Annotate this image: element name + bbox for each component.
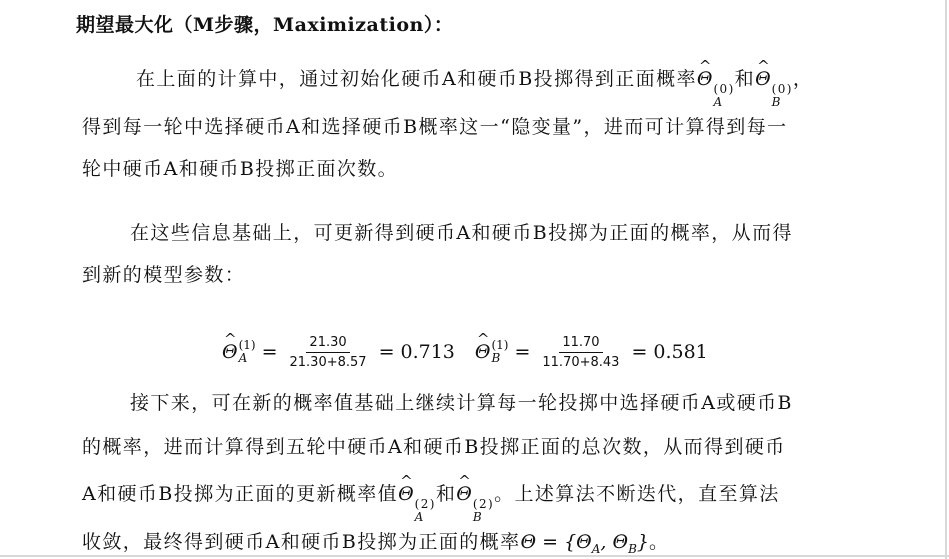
theta-set-sub-a: A — [591, 542, 601, 556]
theta-hat-a: ^ Θ — [697, 70, 713, 89]
paragraph-3-text: A和硬币B投掷为正面的更新概率值 — [82, 483, 399, 505]
fraction-a — [290, 335, 367, 370]
paragraph-3-line-2: 的概率，进而计算得到五轮中硬币A和硬币B投掷正面的总次数，从而得到硬币 — [82, 436, 786, 458]
theta-hat-b: ^ Θ — [755, 70, 771, 89]
paragraph-2-line-2: 到新的模型参数： — [82, 264, 246, 286]
bottom-border-line — [0, 555, 949, 557]
paragraph-3-text-4: 收敛，最终得到硬币A和硬币B投掷为正面的概率 — [82, 531, 521, 553]
theta-a-scripts — [713, 83, 734, 108]
equals-sign: = — [514, 341, 531, 363]
formula-b-subscript: B — [491, 351, 501, 365]
formula-a-subscript: A — [238, 351, 248, 365]
formula-theta-b: ^ Θ — [475, 341, 491, 363]
theta-set-comma: , Θ — [600, 531, 629, 553]
fraction-b-denominator: 11.70+8.43 — [542, 354, 620, 370]
and-word: 和 — [435, 483, 457, 505]
theta-a2-superscript: (2) — [414, 497, 436, 511]
update-formula — [222, 330, 782, 374]
right-border-line — [945, 0, 947, 559]
result-a: 0.713 — [400, 341, 455, 363]
theta-b2-scripts — [473, 498, 494, 523]
theta-b2-superscript: (2) — [472, 497, 495, 511]
paragraph-2-line-1: 在这些信息基础上，可更新得到硬币A和硬币B投掷为正面的概率，从而得 — [130, 222, 793, 244]
theta-b-superscript: (0) — [771, 82, 793, 96]
formula-theta-b-scripts — [491, 339, 508, 364]
paragraph-3-line-3-end: 。上述算法不断迭代，直至算法 — [494, 483, 780, 505]
theta-a2-scripts — [415, 498, 436, 523]
theta-a-superscript: (0) — [713, 82, 735, 96]
equals-sign: = — [631, 341, 648, 363]
theta-b-scripts — [772, 83, 793, 108]
section-heading: 期望最大化（M步骤，Maximization）： — [76, 14, 454, 36]
fraction-a-numerator: 21.30 — [306, 335, 349, 353]
fraction-a-denominator: 21.30+8.57 — [289, 354, 367, 370]
final-punct: 。 — [649, 531, 670, 553]
paragraph-3-line-1: 接下来，可在新的概率值基础上继续计算每一轮投掷中选择硬币A或硬币B — [130, 392, 793, 414]
theta-a-subscript: A — [713, 94, 724, 109]
theta-hat-a-2: ^ Θ — [398, 485, 414, 504]
and-word: 和 — [734, 68, 756, 90]
paragraph-3-line-4 — [82, 533, 669, 555]
paragraph-1-text: 在上面的计算中，通过初始化硬币A和硬币B投掷得到正面概率 — [136, 68, 697, 90]
paragraph-1-line-1 — [136, 70, 813, 108]
equals-sign: = — [378, 341, 395, 363]
formula-b-superscript: (1) — [491, 338, 509, 353]
theta-set-sub-b: B — [628, 542, 637, 556]
theta-a2-subscript: A — [414, 509, 425, 524]
paragraph-1-line-3: 轮中硬币A和硬币B投掷正面次数。 — [82, 158, 399, 180]
paragraph-3-line-3 — [82, 485, 780, 523]
theta-set-close: } — [636, 531, 649, 553]
formula-theta-a: ^ Θ — [222, 341, 238, 363]
equals-sign: = — [261, 341, 278, 363]
theta-b-subscript: B — [771, 94, 782, 109]
formula-a-superscript: (1) — [238, 338, 256, 353]
fraction-b-numerator: 11.70 — [559, 335, 602, 353]
formula-theta-a-scripts — [239, 339, 256, 364]
paragraph-1-line-2: 得到每一轮中选择硬币A和选择硬币B概率这一“隐变量”，进而可计算得到每一 — [82, 116, 788, 138]
theta-b2-subscript: B — [472, 509, 484, 524]
line-end-punct: ， — [792, 68, 814, 90]
result-b: 0.581 — [653, 341, 708, 363]
theta-hat-b-2: ^ Θ — [456, 485, 472, 504]
fraction-b — [542, 335, 619, 370]
theta-set-open: Θ = {Θ — [520, 531, 592, 553]
